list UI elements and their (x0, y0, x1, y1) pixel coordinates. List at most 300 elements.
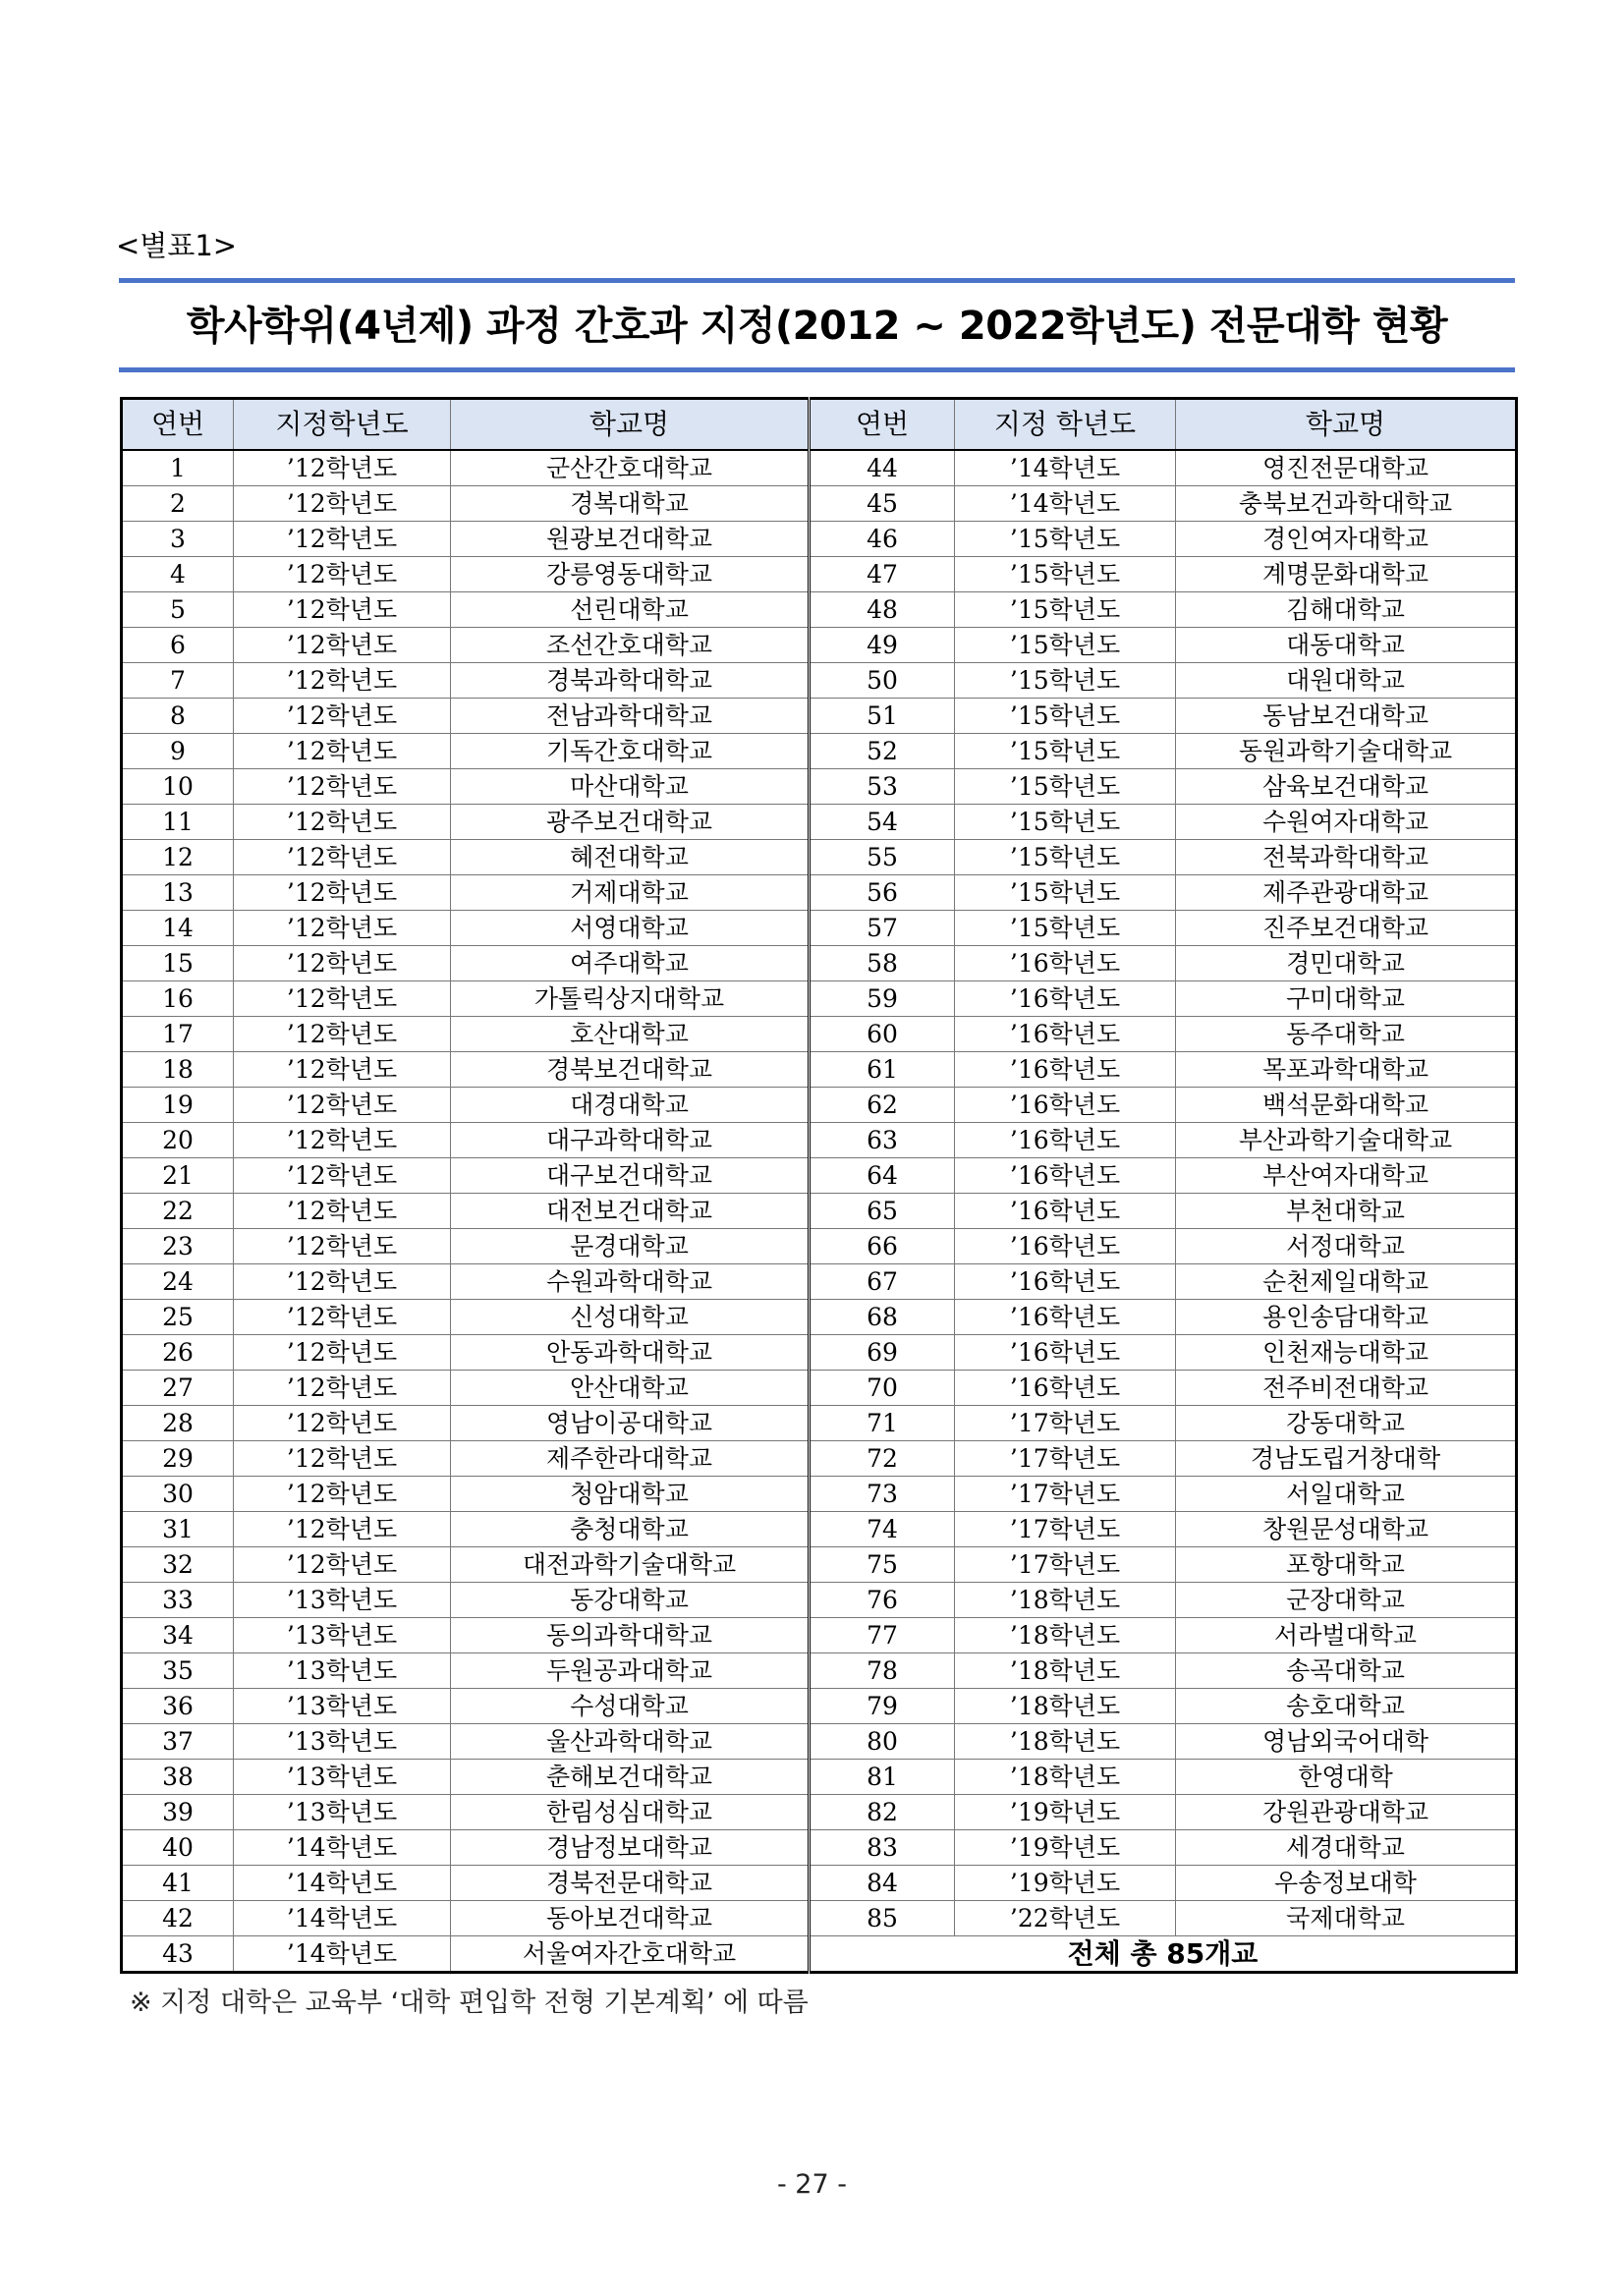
left-cell-year: ’13학년도 (234, 1689, 451, 1724)
right-cell-year: ’16학년도 (955, 981, 1176, 1017)
left-cell-year: ’14학년도 (234, 1901, 451, 1936)
left-cell-year: ’12학년도 (234, 1477, 451, 1512)
left-cell-year: ’13학년도 (234, 1760, 451, 1795)
left-cell-no: 20 (122, 1123, 234, 1158)
right-cell-year: ’15학년도 (955, 592, 1176, 628)
left-cell-no: 36 (122, 1689, 234, 1724)
right-cell-no: 83 (810, 1830, 955, 1866)
right-cell-year: ’17학년도 (955, 1406, 1176, 1441)
right-cell-no: 48 (810, 592, 955, 628)
right-cell-year: ’16학년도 (955, 1017, 1176, 1052)
table-row (122, 1936, 1517, 1973)
right-cell-no: 46 (810, 522, 955, 557)
right-cell-no: 74 (810, 1512, 955, 1547)
left-cell-school: 호산대학교 (451, 1017, 810, 1052)
right-cell-school: 부산과학기술대학교 (1176, 1123, 1517, 1158)
right-cell-school: 경인여자대학교 (1176, 522, 1517, 557)
left-cell-no: 16 (122, 981, 234, 1017)
table-row (122, 1335, 1517, 1371)
left-cell-school: 경북과학대학교 (451, 663, 810, 699)
right-cell-no: 79 (810, 1689, 955, 1724)
left-cell-school: 울산과학대학교 (451, 1724, 810, 1760)
left-cell-year: ’13학년도 (234, 1724, 451, 1760)
left-cell-school: 광주보건대학교 (451, 805, 810, 840)
right-cell-year: ’17학년도 (955, 1441, 1176, 1477)
right-cell-no: 56 (810, 875, 955, 911)
left-cell-school: 동아보건대학교 (451, 1901, 810, 1936)
left-cell-year: ’12학년도 (234, 805, 451, 840)
right-cell-year: ’19학년도 (955, 1830, 1176, 1866)
left-cell-no: 4 (122, 557, 234, 592)
right-cell-school: 송호대학교 (1176, 1689, 1517, 1724)
table-row (122, 1300, 1517, 1335)
table-row (122, 1689, 1517, 1724)
right-cell-no: 81 (810, 1760, 955, 1795)
right-cell-year: ’16학년도 (955, 1123, 1176, 1158)
left-cell-no: 5 (122, 592, 234, 628)
table-row (122, 1583, 1517, 1618)
left-cell-school: 경남정보대학교 (451, 1830, 810, 1866)
right-cell-school: 진주보건대학교 (1176, 911, 1517, 946)
table-row (122, 1441, 1517, 1477)
right-cell-no: 61 (810, 1052, 955, 1088)
left-cell-no: 25 (122, 1300, 234, 1335)
table-row (122, 1371, 1517, 1406)
left-cell-school: 가톨릭상지대학교 (451, 981, 810, 1017)
left-cell-school: 경북전문대학교 (451, 1866, 810, 1901)
left-cell-no: 24 (122, 1264, 234, 1300)
right-cell-school: 동원과학기술대학교 (1176, 734, 1517, 769)
left-cell-year: ’12학년도 (234, 1371, 451, 1406)
left-cell-school: 문경대학교 (451, 1229, 810, 1264)
right-cell-no: 73 (810, 1477, 955, 1512)
table-row (122, 1724, 1517, 1760)
right-cell-year: ’15학년도 (955, 663, 1176, 699)
left-cell-year: ’12학년도 (234, 1512, 451, 1547)
table-row (122, 557, 1517, 592)
table-row (122, 663, 1517, 699)
title-rule-bottom (119, 367, 1515, 372)
left-cell-no: 1 (122, 450, 234, 486)
right-cell-no: 63 (810, 1123, 955, 1158)
right-cell-school: 서정대학교 (1176, 1229, 1517, 1264)
left-cell-no: 40 (122, 1830, 234, 1866)
left-cell-school: 영남이공대학교 (451, 1406, 810, 1441)
right-cell-school: 구미대학교 (1176, 981, 1517, 1017)
left-cell-year: ’12학년도 (234, 840, 451, 875)
right-cell-no: 55 (810, 840, 955, 875)
right-cell-school: 전주비전대학교 (1176, 1371, 1517, 1406)
table-row (122, 1618, 1517, 1653)
left-cell-no: 30 (122, 1477, 234, 1512)
right-cell-year: ’15학년도 (955, 628, 1176, 663)
left-cell-year: ’12학년도 (234, 522, 451, 557)
table-row (122, 1830, 1517, 1866)
right-cell-year: ’16학년도 (955, 1088, 1176, 1123)
left-cell-no: 12 (122, 840, 234, 875)
right-cell-year: ’18학년도 (955, 1583, 1176, 1618)
right-cell-school: 강동대학교 (1176, 1406, 1517, 1441)
table-row (122, 1512, 1517, 1547)
left-cell-school: 전남과학대학교 (451, 699, 810, 734)
left-cell-no: 21 (122, 1158, 234, 1194)
left-cell-school: 원광보건대학교 (451, 522, 810, 557)
table-row (122, 1052, 1517, 1088)
right-cell-school: 한영대학 (1176, 1760, 1517, 1795)
right-cell-school: 충북보건과학대학교 (1176, 486, 1517, 522)
right-cell-school: 창원문성대학교 (1176, 1512, 1517, 1547)
right-cell-no: 64 (810, 1158, 955, 1194)
left-cell-no: 35 (122, 1653, 234, 1689)
right-cell-year: ’17학년도 (955, 1547, 1176, 1583)
table-row (122, 1866, 1517, 1901)
table-row (122, 1017, 1517, 1052)
left-cell-year: ’12학년도 (234, 946, 451, 981)
left-cell-school: 서영대학교 (451, 911, 810, 946)
table-row (122, 769, 1517, 805)
right-cell-year: ’16학년도 (955, 1300, 1176, 1335)
right-cell-no: 80 (810, 1724, 955, 1760)
right-cell-year: ’18학년도 (955, 1724, 1176, 1760)
total-count: 전체 총 85개교 (810, 1936, 1517, 1973)
left-cell-year: ’12학년도 (234, 1088, 451, 1123)
right-cell-year: ’15학년도 (955, 911, 1176, 946)
table-row (122, 805, 1517, 840)
right-cell-school: 영진전문대학교 (1176, 450, 1517, 486)
right-cell-no: 62 (810, 1088, 955, 1123)
right-cell-no: 77 (810, 1618, 955, 1653)
right-cell-no: 45 (810, 486, 955, 522)
right-cell-year: ’16학년도 (955, 1371, 1176, 1406)
left-cell-school: 안동과학대학교 (451, 1335, 810, 1371)
right-cell-school: 송곡대학교 (1176, 1653, 1517, 1689)
right-cell-school: 대동대학교 (1176, 628, 1517, 663)
left-cell-school: 안산대학교 (451, 1371, 810, 1406)
left-cell-school: 수성대학교 (451, 1689, 810, 1724)
left-cell-year: ’12학년도 (234, 1335, 451, 1371)
left-cell-school: 대구과학대학교 (451, 1123, 810, 1158)
right-cell-school: 우송정보대학 (1176, 1866, 1517, 1901)
header-school-right: 학교명 (1176, 399, 1517, 451)
right-cell-school: 용인송담대학교 (1176, 1300, 1517, 1335)
right-cell-year: ’17학년도 (955, 1477, 1176, 1512)
table-row (122, 450, 1517, 486)
table-row (122, 699, 1517, 734)
right-cell-no: 65 (810, 1194, 955, 1229)
left-cell-year: ’14학년도 (234, 1936, 451, 1973)
right-cell-school: 부산여자대학교 (1176, 1158, 1517, 1194)
left-cell-school: 동의과학대학교 (451, 1618, 810, 1653)
left-cell-year: ’12학년도 (234, 1123, 451, 1158)
left-cell-year: ’12학년도 (234, 1052, 451, 1088)
table-row (122, 1653, 1517, 1689)
table-row (122, 734, 1517, 769)
table-row (122, 1901, 1517, 1936)
table-row (122, 1477, 1517, 1512)
left-cell-school: 마산대학교 (451, 769, 810, 805)
right-cell-no: 84 (810, 1866, 955, 1901)
table-row (122, 486, 1517, 522)
table-row (122, 1760, 1517, 1795)
right-cell-year: ’16학년도 (955, 946, 1176, 981)
left-cell-school: 대경대학교 (451, 1088, 810, 1123)
left-cell-year: ’12학년도 (234, 628, 451, 663)
right-cell-school: 부천대학교 (1176, 1194, 1517, 1229)
title-rule-top (119, 278, 1515, 283)
left-cell-school: 경복대학교 (451, 486, 810, 522)
left-cell-year: ’12학년도 (234, 1264, 451, 1300)
left-cell-no: 6 (122, 628, 234, 663)
right-cell-year: ’14학년도 (955, 450, 1176, 486)
left-cell-school: 여주대학교 (451, 946, 810, 981)
right-cell-school: 수원여자대학교 (1176, 805, 1517, 840)
right-cell-school: 영남외국어대학 (1176, 1724, 1517, 1760)
right-cell-school: 동주대학교 (1176, 1017, 1517, 1052)
right-cell-school: 동남보건대학교 (1176, 699, 1517, 734)
left-cell-no: 43 (122, 1936, 234, 1973)
left-cell-school: 동강대학교 (451, 1583, 810, 1618)
footnote: ※ 지정 대학은 교육부 ‘대학 편입학 전형 기본계획’ 에 따름 (130, 1988, 809, 2018)
right-cell-year: ’15학년도 (955, 734, 1176, 769)
right-cell-school: 목포과학대학교 (1176, 1052, 1517, 1088)
right-cell-year: ’18학년도 (955, 1618, 1176, 1653)
left-cell-school: 서울여자간호대학교 (451, 1936, 810, 1973)
right-cell-year: ’18학년도 (955, 1760, 1176, 1795)
right-cell-year: ’16학년도 (955, 1229, 1176, 1264)
right-cell-school: 서라벌대학교 (1176, 1618, 1517, 1653)
right-cell-school: 경남도립거창대학 (1176, 1441, 1517, 1477)
header-year-right: 지정 학년도 (955, 399, 1176, 451)
left-cell-year: ’12학년도 (234, 981, 451, 1017)
right-cell-no: 59 (810, 981, 955, 1017)
table-row (122, 1088, 1517, 1123)
designated-colleges-table (120, 397, 1518, 1974)
right-cell-school: 세경대학교 (1176, 1830, 1517, 1866)
right-cell-school: 김해대학교 (1176, 592, 1517, 628)
header-no-left: 연번 (122, 399, 234, 451)
right-cell-no: 50 (810, 663, 955, 699)
page-number: - 27 - (776, 2169, 847, 2200)
header-year-left: 지정학년도 (234, 399, 451, 451)
right-cell-no: 66 (810, 1229, 955, 1264)
left-cell-year: ’12학년도 (234, 699, 451, 734)
table-row (122, 1264, 1517, 1300)
table-row (122, 1406, 1517, 1441)
left-cell-year: ’12학년도 (234, 1017, 451, 1052)
right-cell-year: ’17학년도 (955, 1512, 1176, 1547)
right-cell-no: 70 (810, 1371, 955, 1406)
table-body (122, 450, 1517, 1973)
table-row (122, 1547, 1517, 1583)
right-cell-no: 60 (810, 1017, 955, 1052)
left-cell-year: ’12학년도 (234, 1158, 451, 1194)
left-cell-no: 41 (122, 1866, 234, 1901)
left-cell-school: 신성대학교 (451, 1300, 810, 1335)
left-cell-no: 26 (122, 1335, 234, 1371)
left-cell-no: 15 (122, 946, 234, 981)
left-cell-school: 청암대학교 (451, 1477, 810, 1512)
left-cell-year: ’12학년도 (234, 592, 451, 628)
left-cell-year: ’12학년도 (234, 663, 451, 699)
right-cell-year: ’15학년도 (955, 840, 1176, 875)
right-cell-no: 78 (810, 1653, 955, 1689)
right-cell-year: ’19학년도 (955, 1866, 1176, 1901)
right-cell-school: 삼육보건대학교 (1176, 769, 1517, 805)
right-cell-school: 대원대학교 (1176, 663, 1517, 699)
right-cell-year: ’15학년도 (955, 769, 1176, 805)
right-cell-year: ’18학년도 (955, 1689, 1176, 1724)
left-cell-school: 기독간호대학교 (451, 734, 810, 769)
right-cell-school: 강원관광대학교 (1176, 1795, 1517, 1830)
left-cell-year: ’12학년도 (234, 450, 451, 486)
left-cell-school: 혜전대학교 (451, 840, 810, 875)
right-cell-school: 경민대학교 (1176, 946, 1517, 981)
right-cell-school: 군장대학교 (1176, 1583, 1517, 1618)
table-row (122, 1123, 1517, 1158)
left-cell-no: 39 (122, 1795, 234, 1830)
right-cell-year: ’22학년도 (955, 1901, 1176, 1936)
right-cell-no: 82 (810, 1795, 955, 1830)
right-cell-no: 57 (810, 911, 955, 946)
right-cell-year: ’18학년도 (955, 1653, 1176, 1689)
left-cell-year: ’12학년도 (234, 1194, 451, 1229)
appendix-label: <별표1> (116, 229, 238, 262)
left-cell-no: 29 (122, 1441, 234, 1477)
left-cell-school: 대전보건대학교 (451, 1194, 810, 1229)
left-cell-school: 거제대학교 (451, 875, 810, 911)
right-cell-no: 76 (810, 1583, 955, 1618)
right-cell-school: 전북과학대학교 (1176, 840, 1517, 875)
left-cell-year: ’12학년도 (234, 1406, 451, 1441)
right-cell-no: 44 (810, 450, 955, 486)
left-cell-year: ’12학년도 (234, 734, 451, 769)
table-row (122, 1795, 1517, 1830)
left-cell-year: ’13학년도 (234, 1618, 451, 1653)
left-cell-no: 34 (122, 1618, 234, 1653)
left-cell-no: 37 (122, 1724, 234, 1760)
left-cell-year: ’12학년도 (234, 557, 451, 592)
table-row (122, 1229, 1517, 1264)
left-cell-no: 17 (122, 1017, 234, 1052)
table-row (122, 875, 1517, 911)
right-cell-year: ’15학년도 (955, 875, 1176, 911)
left-cell-no: 32 (122, 1547, 234, 1583)
right-cell-no: 53 (810, 769, 955, 805)
left-cell-year: ’13학년도 (234, 1795, 451, 1830)
left-cell-no: 23 (122, 1229, 234, 1264)
right-cell-year: ’15학년도 (955, 805, 1176, 840)
right-cell-school: 인천재능대학교 (1176, 1335, 1517, 1371)
left-cell-year: ’14학년도 (234, 1866, 451, 1901)
right-cell-year: ’19학년도 (955, 1795, 1176, 1830)
left-cell-no: 8 (122, 699, 234, 734)
left-cell-no: 33 (122, 1583, 234, 1618)
left-cell-year: ’12학년도 (234, 769, 451, 805)
right-cell-no: 85 (810, 1901, 955, 1936)
right-cell-school: 포항대학교 (1176, 1547, 1517, 1583)
left-cell-year: ’12학년도 (234, 1229, 451, 1264)
table-row (122, 592, 1517, 628)
table-row (122, 946, 1517, 981)
table-row (122, 522, 1517, 557)
left-cell-no: 11 (122, 805, 234, 840)
table-row (122, 911, 1517, 946)
header-no-right: 연번 (810, 399, 955, 451)
left-cell-school: 한림성심대학교 (451, 1795, 810, 1830)
left-cell-year: ’12학년도 (234, 1547, 451, 1583)
right-cell-no: 54 (810, 805, 955, 840)
table-row (122, 628, 1517, 663)
right-cell-year: ’16학년도 (955, 1158, 1176, 1194)
right-cell-no: 69 (810, 1335, 955, 1371)
right-cell-no: 49 (810, 628, 955, 663)
right-cell-year: ’15학년도 (955, 557, 1176, 592)
right-cell-no: 52 (810, 734, 955, 769)
left-cell-year: ’14학년도 (234, 1830, 451, 1866)
left-cell-school: 충청대학교 (451, 1512, 810, 1547)
right-cell-year: ’16학년도 (955, 1194, 1176, 1229)
left-cell-no: 27 (122, 1371, 234, 1406)
left-cell-no: 18 (122, 1052, 234, 1088)
right-cell-school: 서일대학교 (1176, 1477, 1517, 1512)
right-cell-no: 75 (810, 1547, 955, 1583)
left-cell-no: 9 (122, 734, 234, 769)
left-cell-no: 2 (122, 486, 234, 522)
left-cell-school: 대구보건대학교 (451, 1158, 810, 1194)
right-cell-year: ’16학년도 (955, 1052, 1176, 1088)
left-cell-year: ’12학년도 (234, 875, 451, 911)
left-cell-school: 군산간호대학교 (451, 450, 810, 486)
left-cell-school: 두원공과대학교 (451, 1653, 810, 1689)
left-cell-school: 조선간호대학교 (451, 628, 810, 663)
left-cell-no: 28 (122, 1406, 234, 1441)
right-cell-school: 계명문화대학교 (1176, 557, 1517, 592)
right-cell-no: 51 (810, 699, 955, 734)
left-cell-school: 선린대학교 (451, 592, 810, 628)
right-cell-year: ’15학년도 (955, 522, 1176, 557)
left-cell-no: 22 (122, 1194, 234, 1229)
left-cell-no: 31 (122, 1512, 234, 1547)
right-cell-school: 순천제일대학교 (1176, 1264, 1517, 1300)
left-cell-school: 춘해보건대학교 (451, 1760, 810, 1795)
left-cell-school: 제주한라대학교 (451, 1441, 810, 1477)
table-row (122, 1158, 1517, 1194)
left-cell-no: 19 (122, 1088, 234, 1123)
left-cell-no: 38 (122, 1760, 234, 1795)
left-cell-year: ’12학년도 (234, 1300, 451, 1335)
right-cell-school: 제주관광대학교 (1176, 875, 1517, 911)
left-cell-year: ’12학년도 (234, 1441, 451, 1477)
right-cell-no: 72 (810, 1441, 955, 1477)
left-cell-no: 10 (122, 769, 234, 805)
right-cell-no: 67 (810, 1264, 955, 1300)
left-cell-no: 7 (122, 663, 234, 699)
left-cell-no: 42 (122, 1901, 234, 1936)
left-cell-year: ’13학년도 (234, 1583, 451, 1618)
right-cell-school: 백석문화대학교 (1176, 1088, 1517, 1123)
left-cell-school: 수원과학대학교 (451, 1264, 810, 1300)
right-cell-year: ’16학년도 (955, 1264, 1176, 1300)
table-row (122, 981, 1517, 1017)
left-cell-year: ’12학년도 (234, 911, 451, 946)
left-cell-school: 경북보건대학교 (451, 1052, 810, 1088)
right-cell-no: 71 (810, 1406, 955, 1441)
left-cell-no: 13 (122, 875, 234, 911)
left-cell-school: 강릉영동대학교 (451, 557, 810, 592)
right-cell-school: 국제대학교 (1176, 1901, 1517, 1936)
table-row (122, 1194, 1517, 1229)
right-cell-no: 47 (810, 557, 955, 592)
